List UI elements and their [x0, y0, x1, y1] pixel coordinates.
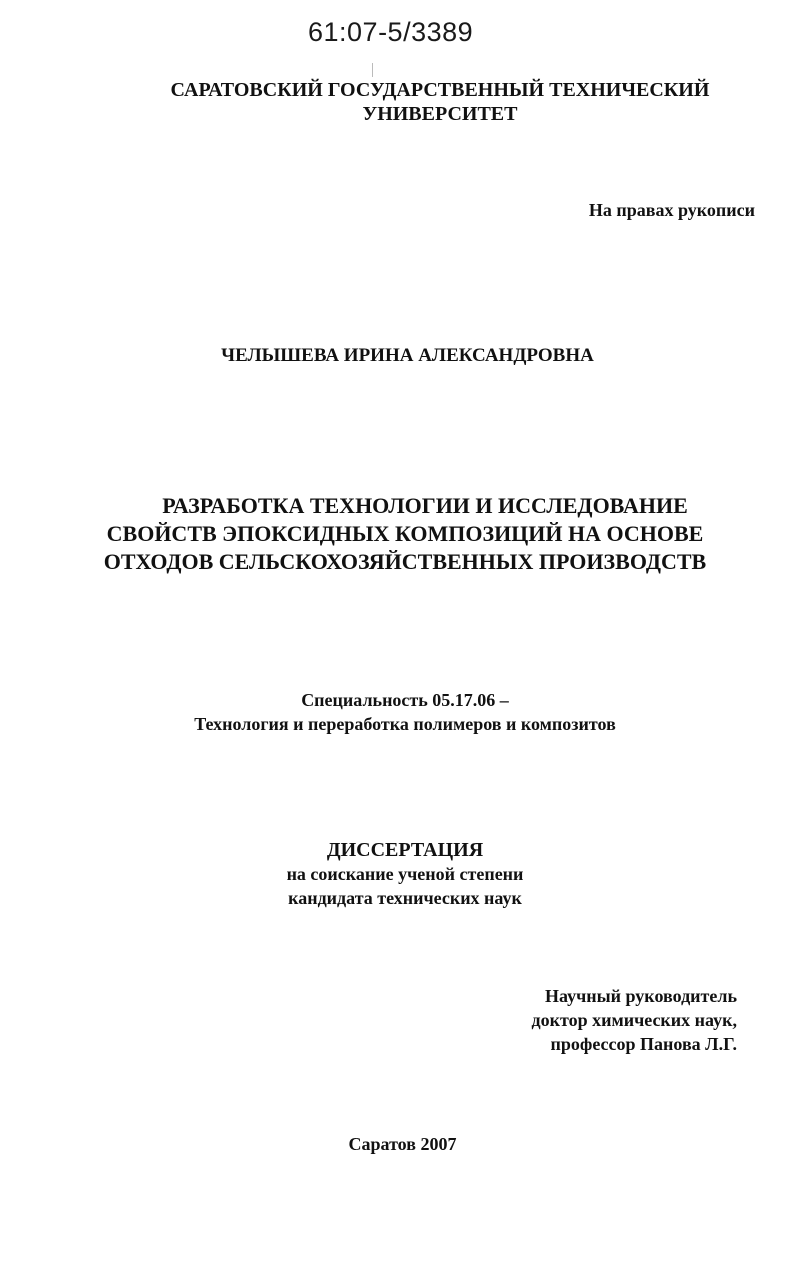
specialty-block [0, 688, 795, 736]
city-year: Саратов 2007 [348, 1134, 457, 1154]
university-line-2: УНИВЕРСИТЕТ [362, 103, 518, 125]
title-line-1: РАЗРАБОТКА ТЕХНОЛОГИИ И ИССЛЕДОВАНИЕ [162, 493, 688, 518]
advisor-line-1: Научный руководитель [545, 986, 737, 1006]
rights-note: На правах рукописи [588, 200, 755, 220]
title-line-3: ОТХОДОВ СЕЛЬСКОХОЗЯЙСТВЕННЫХ ПРОИЗВОДСТВ [103, 549, 707, 574]
dissertation-line-1: на соискание ученой степени [286, 864, 524, 884]
university-name [0, 78, 795, 126]
title-line-2: СВОЙСТВ ЭПОКСИДНЫХ КОМПОЗИЦИЙ НА ОСНОВЕ [106, 521, 704, 546]
scan-mark [372, 63, 373, 77]
specialty-line-1: Специальность 05.17.06 – [301, 690, 509, 710]
advisor-block [531, 984, 737, 1056]
university-line-1: САРАТОВСКИЙ ГОСУДАРСТВЕННЫЙ ТЕХНИЧЕСКИЙ [170, 79, 710, 101]
advisor-line-3: профессор Панова Л.Г. [550, 1034, 737, 1054]
dissertation-title [0, 492, 795, 576]
dissertation-line-2: кандидата технических наук [288, 888, 522, 908]
dissertation-block [0, 838, 795, 910]
author-name: ЧЕЛЫШЕВА ИРИНА АЛЕКСАНДРОВНА [221, 345, 594, 366]
advisor-line-2: доктор химических наук, [531, 1010, 737, 1030]
specialty-line-2: Технология и переработка полимеров и композитов [194, 714, 616, 734]
archive-code: 61:07-5/3389 [308, 17, 474, 47]
dissertation-heading: ДИССЕРТАЦИЯ [326, 839, 484, 861]
